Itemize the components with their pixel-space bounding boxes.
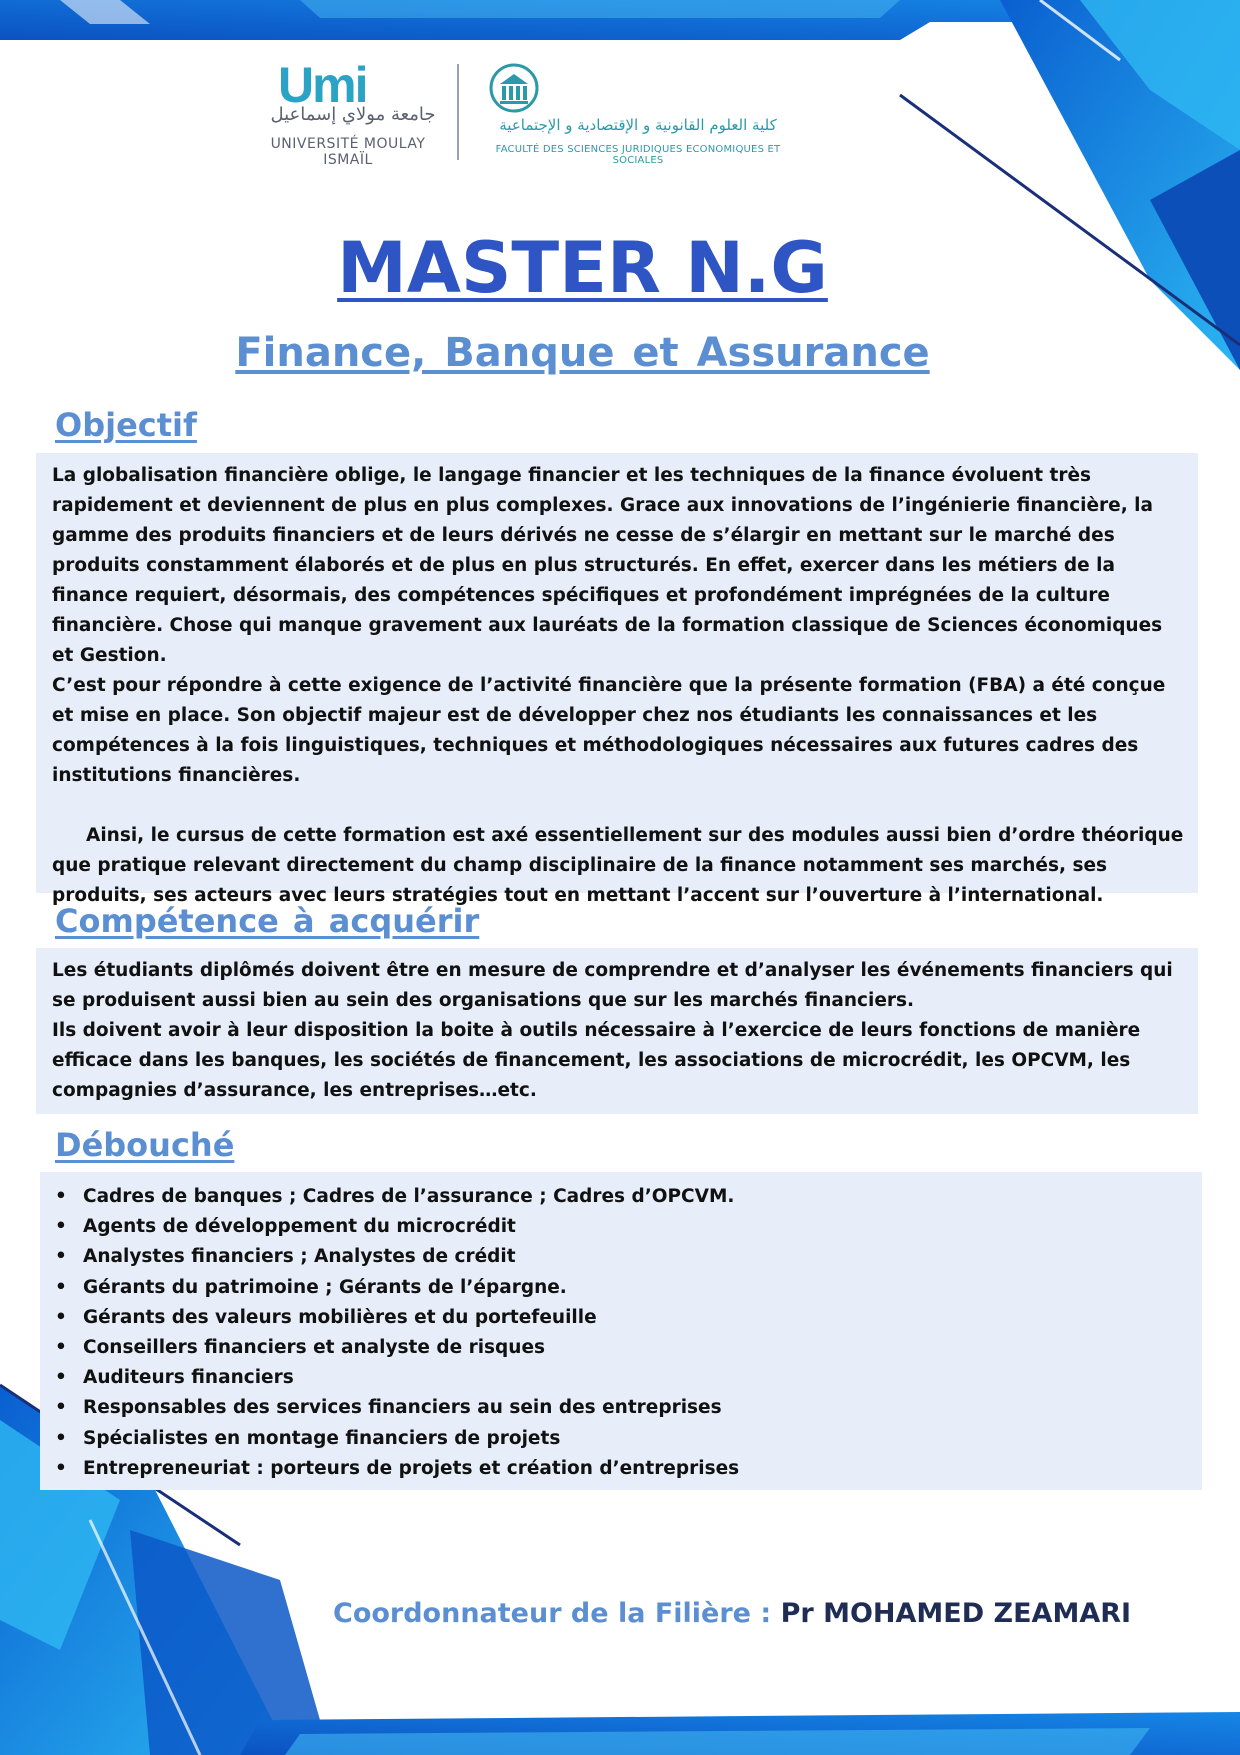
section-heading-debouche: Débouché bbox=[55, 1126, 235, 1164]
list-item: • Agents de développement du microcrédit bbox=[52, 1212, 1188, 1242]
program-subtitle: Finance, Banque et Assurance bbox=[235, 330, 930, 376]
university-name-arabic: جامعة مولاي إسماعيل bbox=[270, 104, 436, 125]
list-item: • Conseillers financiers et analyste de risques bbox=[52, 1333, 1188, 1363]
faculty-logo bbox=[478, 62, 808, 166]
debouche-list bbox=[52, 1182, 1188, 1484]
list-item: • Auditeurs financiers bbox=[52, 1363, 1188, 1393]
objectif-paragraph: Ainsi, le cursus de cette formation est axé essentiellement sur des modules aussi bien d’ordre théorique que pratique relevant directement du champ disciplinaire de la finance notamment ses marchés, ses produits, ses acteurs avec leurs stratégies tout en mettant l’accent sur l’ouverture à l’international. bbox=[52, 825, 1184, 906]
coordinator-label: Coordonnateur de la Filière : bbox=[333, 1598, 772, 1629]
faculty-emblem-icon bbox=[488, 62, 540, 114]
university-name: UNIVERSITÉ MOULAY ISMAÏL bbox=[270, 136, 426, 168]
coordinator-name: Pr MOHAMED ZEAMARI bbox=[780, 1598, 1132, 1629]
list-item: • Responsables des services financiers au sein des entreprises bbox=[52, 1393, 1188, 1423]
section-heading-objectif: Objectif bbox=[55, 406, 197, 444]
objectif-paragraph: C’est pour répondre à cette exigence de l’activité financière que la présente formation (FBA) a été conçue et mise en place. Son objectif majeur est de développer chez nos étudiants les connaissances et les compétences à la fois linguistiques, techniques et méthodologiques nécessaires aux futures cadres des institutions financières. bbox=[52, 675, 1166, 786]
university-logo bbox=[248, 57, 448, 168]
section-heading-competence: Compétence à acquérir bbox=[55, 902, 480, 940]
coordinator-line bbox=[0, 1594, 1240, 1634]
list-item: • Gérants des valeurs mobilières et du portefeuille bbox=[52, 1303, 1188, 1333]
objectif-text-box bbox=[36, 453, 1198, 906]
page-title: MASTER N.G bbox=[337, 227, 828, 309]
debouche-list-box bbox=[40, 1172, 1202, 1490]
list-item: • Gérants du patrimoine ; Gérants de l’épargne. bbox=[52, 1273, 1188, 1303]
list-item: • Spécialistes en montage financiers de projets bbox=[52, 1424, 1188, 1454]
logo-divider bbox=[457, 64, 459, 160]
list-item: • Entrepreneuriat : porteurs de projets et création d’entreprises bbox=[52, 1454, 1188, 1484]
competence-paragraph: Les étudiants diplômés doivent être en mesure de comprendre et d’analyser les événements financiers qui se produisent aussi bien au sein des organisations que sur les marchés financiers. bbox=[52, 960, 1173, 1011]
objectif-paragraph: La globalisation financière oblige, le langage financier et les techniques de la finance évoluent très rapidement et deviennent de plus en plus complexes. Grace aux innovations de l’ingénierie financière, la gamme des produits financiers et de leurs dérivés ne cesse de s’élargir en mettant sur le marché des produits constamment élaborés et de plus en plus structurés. En effet, exercer dans les métiers de la finance requiert, désormais, des compétences spécifiques et profondément imprégnées de la culture financière. Chose qui manque gravement aux lauréats de la formation classique de Sciences économiques et Gestion. bbox=[52, 465, 1163, 666]
umi-logo-mark: Umi bbox=[278, 57, 367, 113]
competence-text-box bbox=[36, 948, 1198, 1114]
list-item: • Analystes financiers ; Analystes de crédit bbox=[52, 1242, 1188, 1272]
faculty-name-arabic: كلية العلوم القانونية و الإقتصادية و الإجتماعية bbox=[499, 116, 777, 134]
list-item: • Cadres de banques ; Cadres de l’assurance ; Cadres d’OPCVM. bbox=[52, 1182, 1188, 1212]
competence-paragraph: Ils doivent avoir à leur disposition la boite à outils nécessaire à l’exercice de leurs fonctions de manière efficace dans les banques, les sociétés de financement, les associations de microcrédit, les OPCVM, les compagnies d’assurance, les entreprises…etc. bbox=[52, 1020, 1141, 1101]
faculty-name: FACULTÉ DES SCIENCES JURIDIQUES ECONOMIQUES ET SOCIALES bbox=[495, 144, 781, 166]
